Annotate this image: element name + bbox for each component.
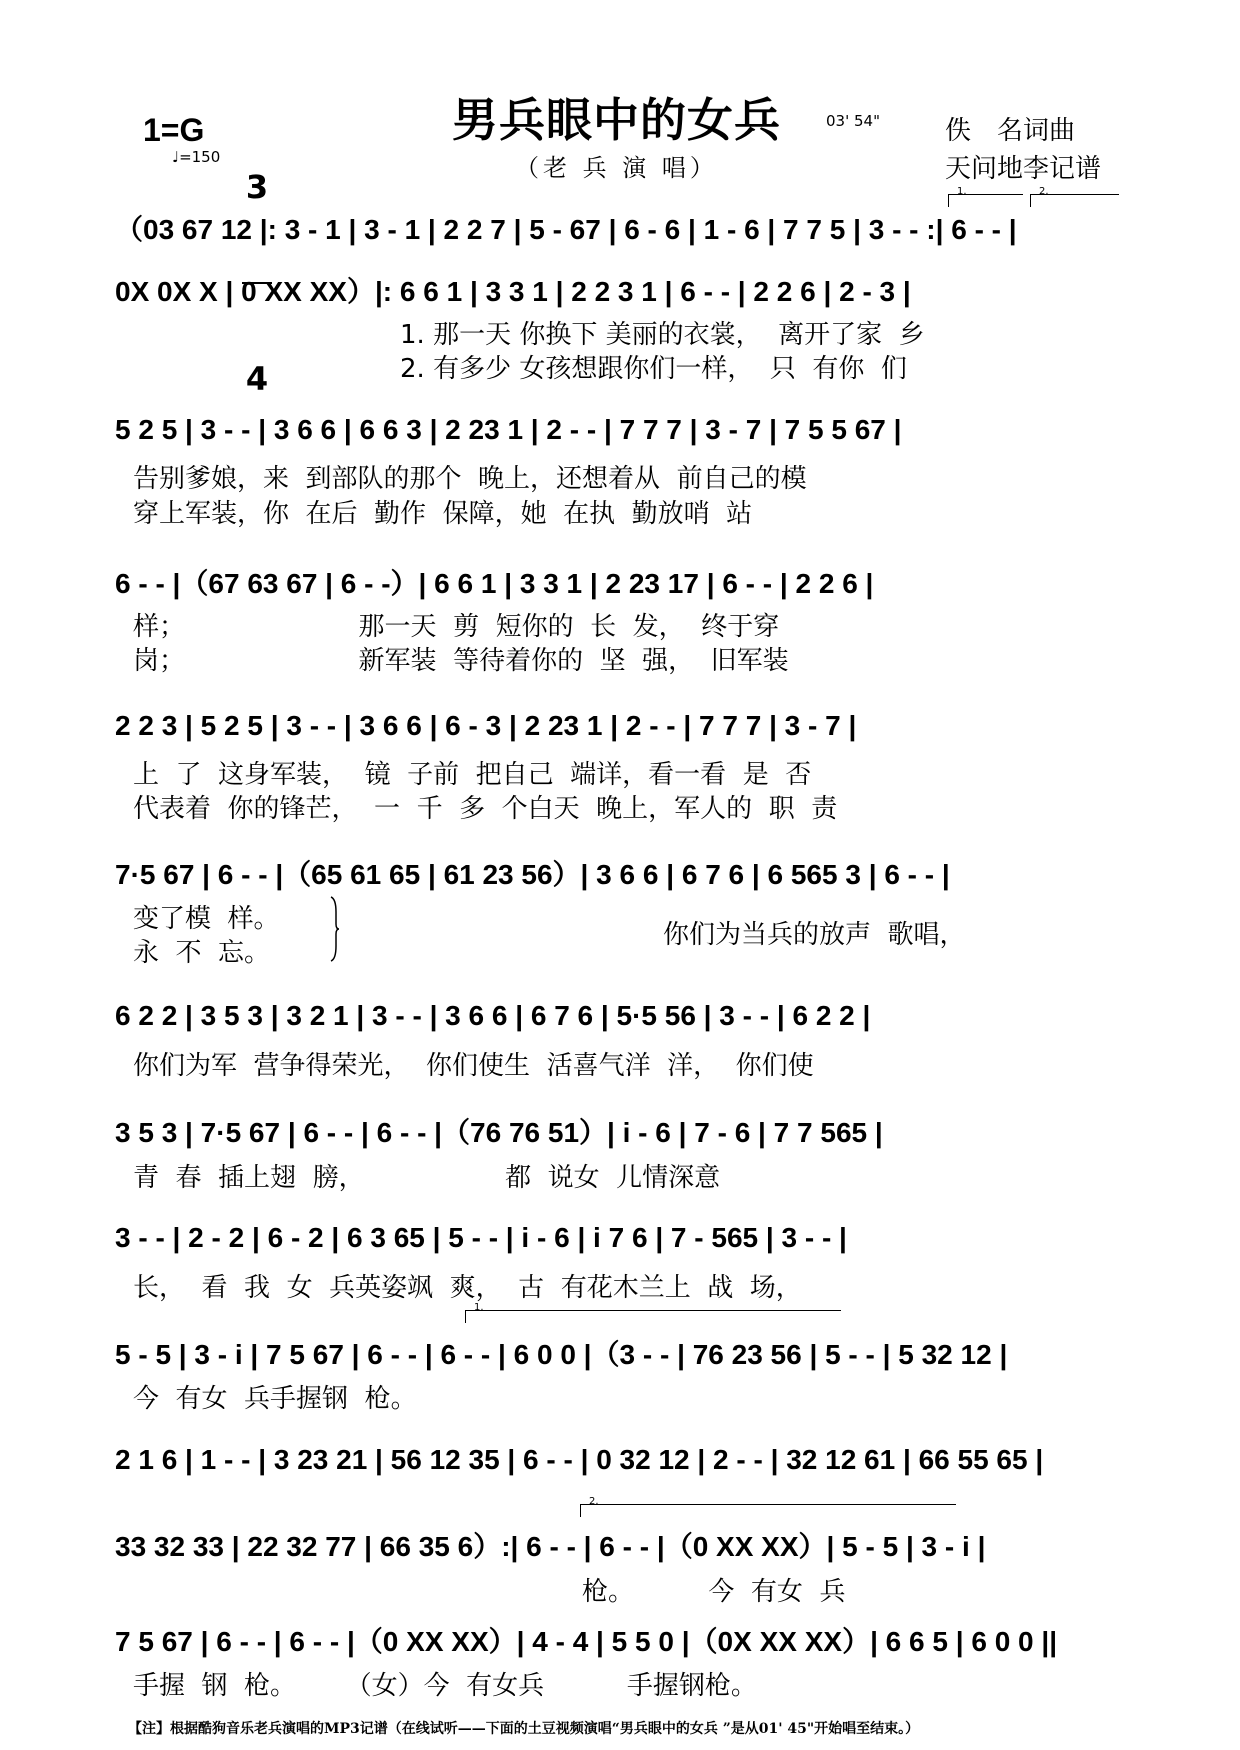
volta-first-label: 1. xyxy=(957,186,967,197)
lyric-line-8: 青 春 插上翅 膀， 都 说女 儿情深意 xyxy=(133,1163,721,1193)
score-line-1: （03 67 12 |: 3 - 1 | 3 - 1 | 2 2 7 | 5 - 67 | 6 - 6 | 1 - 6 | 7 7 5 | 3 - - :| 6 - - | xyxy=(115,214,1017,245)
lyric-brace xyxy=(330,896,340,962)
volta-first-ending xyxy=(948,186,1023,207)
time-signature-numerator: 3 xyxy=(245,168,269,206)
volta-first-ending-2 xyxy=(465,1302,841,1323)
performer-subtitle: （老 兵 演 唱） xyxy=(515,154,718,182)
lyric-line-7: 你们为军 营争得荣光， 你们使生 活喜气洋 洋， 你们使 xyxy=(133,1051,814,1081)
score-line-4: 6 - - |（67 63 67 | 6 - -）| 6 6 1 | 3 3 1 | 2 23 17 | 6 - - | 2 2 6 | xyxy=(115,568,874,599)
lyric-line-4-verse-2: 岗； 新军装 等待着你的 坚 强， 旧军装 xyxy=(133,646,789,676)
credit-lyrics-music: 佚 名词曲 xyxy=(945,116,1076,146)
score-line-11: 2 1 6 | 1 - - | 3 23 21 | 56 12 35 | 6 - - | 0 32 12 | 2 - - | 32 12 61 | 66 55 65 | xyxy=(115,1444,1044,1475)
time-signature-denominator: 4 xyxy=(245,360,269,398)
lyric-line-6-verse-2: 永 不 忘。 xyxy=(133,938,271,968)
lyric-line-3-verse-1: 告别爹娘，来 到部队的那个 晚上，还想着从 前自己的模 xyxy=(133,464,807,494)
song-duration: 03' 54" xyxy=(826,112,880,130)
footer-note: 【注】根据酷狗音乐老兵演唱的MP3记谱（在线试听——下面的土豆视频演唱“男兵眼中的女兵 ”是从01' 45"开始唱至结束。） xyxy=(128,1721,920,1737)
score-line-3: 5 2 5 | 3 - - | 3 6 6 | 6 6 3 | 2 23 1 | 2 - - | 7 7 7 | 3 - 7 | 7 5 5 67 | xyxy=(115,414,902,445)
score-line-12: 33 32 33 | 22 32 77 | 66 35 6）:| 6 - - | 6 - - |（0 XX XX）| 5 - 5 | 3 - i | xyxy=(115,1531,986,1562)
lyric-line-13: 手握 钢 枪。 （女）今 有女兵 手握钢枪。 xyxy=(133,1671,757,1701)
score-line-5: 2 2 3 | 5 2 5 | 3 - - | 3 6 6 | 6 - 3 | 2 23 1 | 2 - - | 7 7 7 | 3 - 7 | xyxy=(115,710,857,741)
score-line-7: 6 2 2 | 3 5 3 | 3 2 1 | 3 - - | 3 6 6 | 6 7 6 | 5·5 56 | 3 - - | 6 2 2 | xyxy=(115,1000,871,1031)
score-line-2: 0X 0X X | 0 XX XX）|: 6 6 1 | 3 3 1 | 2 2 3 1 | 6 - - | 2 2 6 | 2 - 3 | xyxy=(115,276,911,307)
volta-first-label-2: 1. xyxy=(474,1302,484,1313)
lyric-line-2-verse-1: 1. 那一天 你换下 美丽的衣裳， 离开了家 乡 xyxy=(400,320,925,350)
lyric-line-5-verse-2: 代表着 你的锋芒， 一 千 多 个白天 晚上，军人的 职 责 xyxy=(133,794,838,824)
lyric-line-9: 长， 看 我 女 兵英姿飒 爽， 古 有花木兰上 战 场， xyxy=(133,1273,802,1303)
tempo-marking: ♩=150 xyxy=(172,148,221,166)
key-signature: 1=G xyxy=(143,112,205,148)
volta-second-label: 2. xyxy=(1039,186,1049,197)
lyric-line-3-verse-2: 穿上军装，你 在后 勤作 保障，她 在执 勤放哨 站 xyxy=(133,499,753,529)
lyric-line-2-verse-2: 2. 有多少 女孩想跟你们一样， 只 有你 们 xyxy=(400,354,907,384)
song-title: 男兵眼中的女兵 xyxy=(452,93,781,147)
score-line-8: 3 5 3 | 7·5 67 | 6 - - | 6 - - |（76 76 51）| i - 6 | 7 - 6 | 7 7 565 | xyxy=(115,1117,883,1148)
credit-notation: 天问地李记谱 xyxy=(945,154,1102,184)
lyric-line-6-verse-1: 变了模 样。 xyxy=(133,904,280,934)
score-line-10: 5 - 5 | 3 - i | 7 5 67 | 6 - - | 6 - - | 6 0 0 |（3 - - | 76 23 56 | 5 - - | 5 32 12 | xyxy=(115,1339,1008,1370)
volta-second-ending-2 xyxy=(580,1496,956,1517)
lyric-line-4-verse-1: 样； 那一天 剪 短你的 长 发， 终于穿 xyxy=(133,612,780,642)
lyric-line-6-chorus: 你们为当兵的放声 歌唱， xyxy=(663,920,966,950)
volta-second-label-2: 2. xyxy=(589,1496,599,1507)
volta-second-ending xyxy=(1030,186,1119,207)
lyric-line-10: 今 有女 兵手握钢 枪。 xyxy=(133,1384,417,1414)
lyric-line-12: 枪。 今 有女 兵 xyxy=(582,1577,846,1607)
score-line-13: 7 5 67 | 6 - - | 6 - - |（0 XX XX）| 4 - 4 | 5 5 0 |（0X XX XX）| 6 6 5 | 6 0 0 || xyxy=(115,1626,1058,1657)
lyric-line-5-verse-1: 上 了 这身军装， 镜 子前 把自己 端详，看一看 是 否 xyxy=(133,760,812,790)
score-line-9: 3 - - | 2 - 2 | 6 - 2 | 6 3 65 | 5 - - | i - 6 | i 7 6 | 7 - 565 | 3 - - | xyxy=(115,1222,847,1253)
score-line-6: 7·5 67 | 6 - - |（65 61 65 | 61 23 56）| 3 6 6 | 6 7 6 | 6 565 3 | 6 - - | xyxy=(115,859,950,890)
time-signature xyxy=(240,92,274,436)
